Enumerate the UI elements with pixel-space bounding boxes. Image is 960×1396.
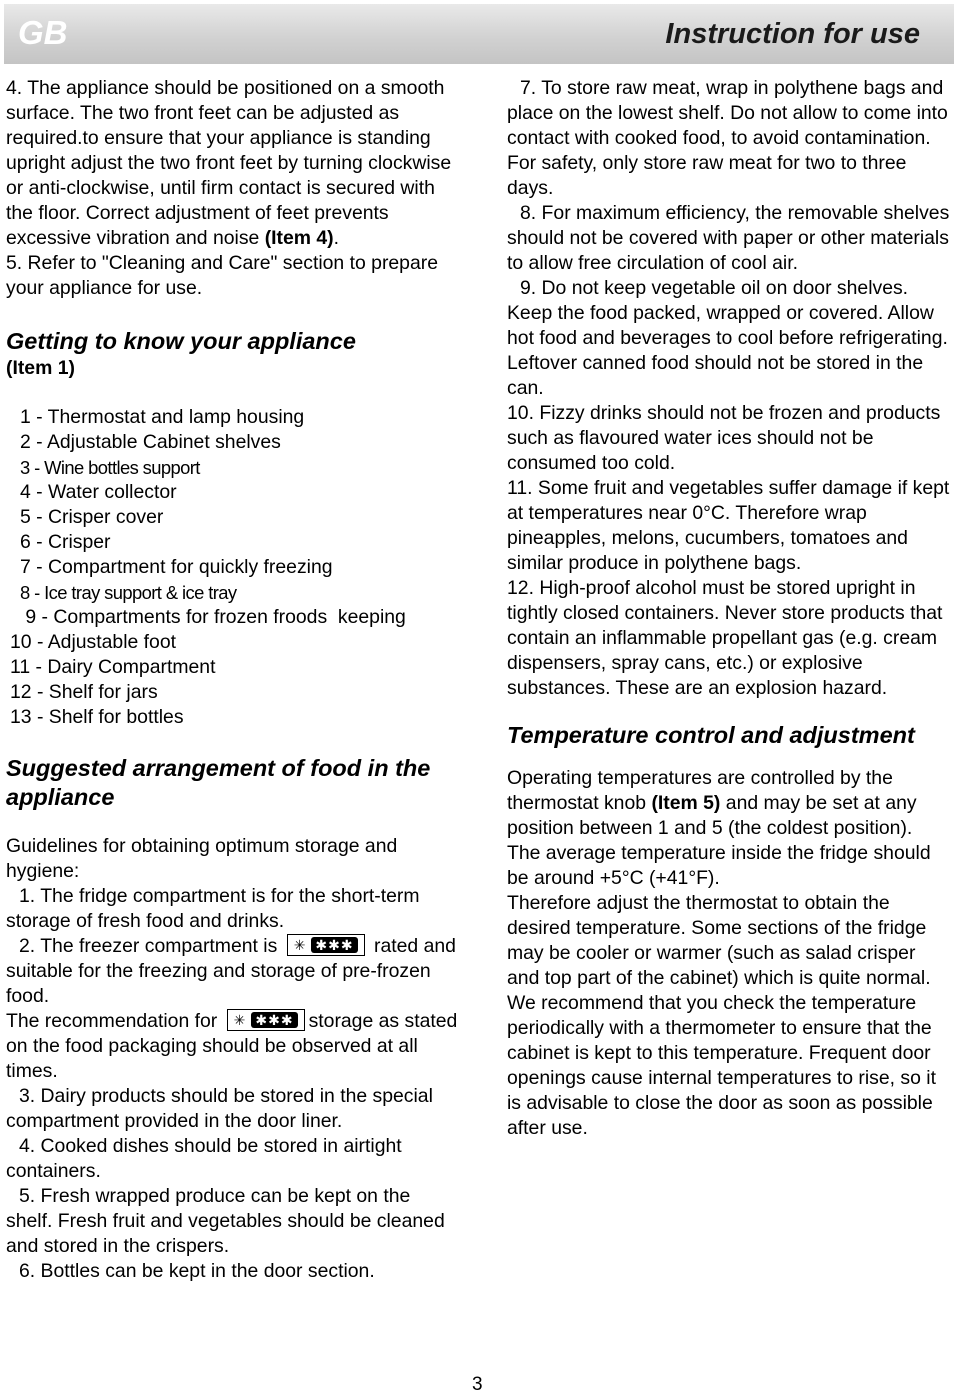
temperature-paragraph-2: The average temperature inside the fridge should be around +5°C (+41°F). [507,842,931,889]
list-item: 1 - Thermostat and lamp housing [20,406,305,428]
paragraph-item-8: 8. For maximum efficiency, the removable shelves should not be covered with paper or other materials to allow free circulation of cool air. [507,202,950,274]
freezer-star-rating-icon: ✳ ✱✱✱ [227,1009,305,1031]
temperature-paragraph-1: Operating temperatures are controlled by the thermostat knob (Item 5) and may be set at any position between 1 and 5 (the coldest position). [507,767,917,839]
list-item: 11 - Dairy Compartment [10,656,216,678]
paragraph-item-11: 11. Some fruit and vegetables suffer damage if kept at temperatures near 0°C. Therefore wrap pineapples, melons, cucumbers, tomatoes and similar produce in polythene bags. [507,477,950,574]
guideline-1: 1. The fridge compartment is for the short-term storage of fresh food and drinks. [6,885,420,932]
paragraph-item-10: 10. Fizzy drinks should not be frozen and products such as flavoured water ices should not be consumed too cold. [507,402,941,474]
list-item: 2 - Adjustable Cabinet shelves [20,431,281,453]
list-item: 8 - Ice tray support & ice tray [20,582,237,603]
list-item: 13 - Shelf for bottles [10,706,184,728]
page-number: 3 [472,1374,483,1395]
language-code: GB [18,14,68,51]
getting-to-know-subheading: (Item 1) [6,357,75,379]
guideline-2: 2. The freezer compartment is ✳ ✱✱✱ rated and suitable for the freezing and storage of pre-frozen food. [6,935,456,1007]
getting-to-know-heading: Getting to know your appliance [6,328,356,354]
temperature-heading: Temperature control and adjustment [507,722,915,748]
paragraph-item-5: 5. Refer to "Cleaning and Care" section to prepare your appliance for use. [6,252,438,299]
freezer-star-rating-icon: ✳ ✱✱✱ [287,934,365,956]
guideline-2-recommendation: The recommendation for ✳ ✱✱✱ storage as stated on the food packaging should be observed at all times. [6,1010,458,1082]
left-column [6,76,458,1284]
paragraph-item-12: 12. High-proof alcohol must be stored upright in tightly closed containers. Never store products that contain an inflammable propellant gas (e.g. cream dispensers, spray cans, etc.) or explosive substances. These are an explosion hazard. [507,577,943,699]
list-item: 12 - Shelf for jars [10,681,158,703]
guideline-6: 6. Bottles can be kept in the door section. [19,1260,375,1282]
page-header [4,4,954,64]
list-item: 4 - Water collector [20,481,177,503]
guideline-3: 3. Dairy products should be stored in the special compartment provided in the door liner. [6,1085,433,1132]
suggested-arrangement-heading: Suggested arrangement of food in the appliance [6,755,431,810]
list-item: 7 - Compartment for quickly freezing [20,556,333,578]
guidelines-intro: Guidelines for obtaining optimum storage and hygiene: [6,835,398,882]
temperature-paragraph-3: Therefore adjust the thermostat to obtain the desired temperature. Some sections of the fridge may be cooler or warmer (such as salad crisper and top part of the cabinet) which is quite normal. We recommend that you check the temperature periodically with a thermometer to ensure that the cabinet is kept to this temperature. Frequent door openings cause internal temperatures to rise, so it is advisable to close the door as soon as possible after use. [507,892,936,1139]
parts-list [6,405,458,730]
list-item: 6 - Crisper [20,531,111,553]
paragraph-item-4: 4. The appliance should be positioned on a smooth surface. The two front feet can be adjusted as required.to ensure that your appliance is standing upright adjust the two front feet by turning clockwise or anti-clockwise, until firm contact is secured with the floor. Correct adjustment of feet prevents excessive vibration and noise (Item 4). [6,77,452,249]
guideline-5: 5. Fresh wrapped produce can be kept on the shelf. Fresh fruit and vegetables should be cleaned and stored in the crispers. [6,1185,445,1257]
list-item: 10 - Adjustable foot [10,631,177,653]
list-item: 5 - Crisper cover [20,506,164,528]
paragraph-item-7: 7. To store raw meat, wrap in polythene bags and place on the lowest shelf. Do not allow to come into contact with cooked food, to avoid contamination. For safety, only store raw meat for two to three days. [507,77,948,199]
guideline-4: 4. Cooked dishes should be stored in airtight containers. [6,1135,402,1182]
list-item: 3 - Wine bottles support [20,457,200,478]
page-title: Instruction for use [665,18,920,50]
paragraph-item-9: 9. Do not keep vegetable oil on door shelves. Keep the food packed, wrapped or covered. Allow hot food and beverages to cool before refrigerating. Leftover canned food should not be stored in the can. [507,277,948,399]
list-item: 9 - Compartments for frozen froods keeping [20,606,406,628]
right-column [507,76,953,1141]
